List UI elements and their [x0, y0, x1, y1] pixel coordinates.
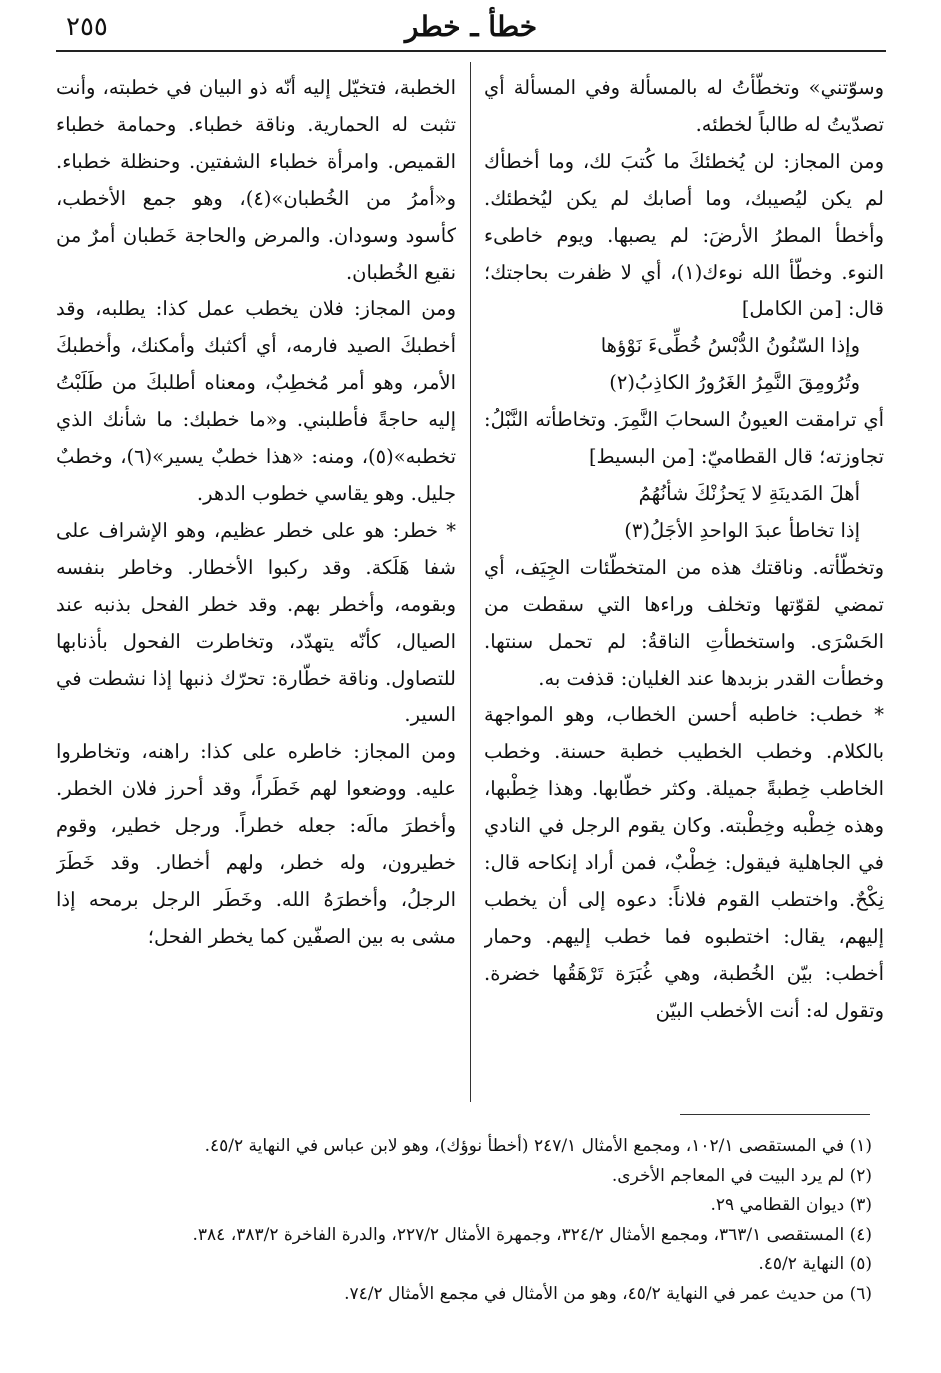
paragraph: الخطبة، فتخيّل إليه أنّه ذو البيان في خطبته، وأنت تثبت له الحمارية. وناقة خطباء. وحمامة خطباء القميص. وامرأة خطباء الشفتين. وحنظلة خطباء. و«أمرُ من الخُطبان»(٤)، وهو جمع الأخطب، كأسود وسودان. والمرض والحاجة خَطبان أمرٌ من نقيع الخُطبان.: [56, 76, 456, 284]
paragraph: ومن المجاز: فلان يخطب عمل كذا: يطلبه، وقد أخطبكَ الصيد فارمه، أي أكثبك وأمكنك، وأخطبكَ الأمر، وهو أمر مُخطِبٌ، ومعناه أطلبكَ من طَلَبْتُ إليه حاجةً فأطلبني. و«ما خطبك: ما شأنك الذي تخطبه»(٥)، ومنه: «هذا خطبٌ يسير»(٦)، وخطبٌ جليل. وهو يقاسي خطوب الدهر.: [56, 297, 456, 505]
right-column: [484, 70, 884, 1100]
footnote: (٥) النهاية ٤٥/٢.: [758, 1254, 872, 1275]
footnote-rule: [680, 1114, 870, 1115]
paragraph: وتخطّأته. وناقتك هذه من المتخطّئات الجِيَف، أي تمضي لقوّتها وتخلف وراءها التي سقطت من الحَسْرَى. واستخطأتِ الناقةُ: لم تحمل سنتها. وخطأت القدر بزبدها عند الغليان: قذفت به.: [484, 555, 884, 690]
header-rule: [56, 50, 886, 52]
verse-line: إذا تخاطأ عبدَ الواحدِ الأجَلُ(٣): [624, 518, 860, 542]
paragraph: ومن المجاز: خاطره على كذا: راهنه، وتخاطروا عليه. ووضعوا لهم خَطَراً، وقد أحرز فلان الخطر. وأخطرَ مالَه: جعله خطراً. ورجل خطير، وقوم خطيرون، وله خطر، ولهم أخطار. وقد خَطَرَ الرجلُ، وأخطرَهُ الله. وخَطَر الرجل برمحه إذا مشى به بين الصفّين كما يخطر الفحل؛: [56, 740, 456, 948]
verse-line: وتُرُومِقَ النَّمِرُ الغَرُورُ الكاذِبُ(٢): [609, 371, 860, 395]
footnotes: [70, 1132, 872, 1310]
paragraph: أي ترامقت العيونُ السحابَ النَّمِرَ. وتخاطأته النَّبْلُ: تجاوزته؛ قال القطاميّ: [من البسيط]: [484, 408, 884, 469]
page-header: [56, 8, 886, 48]
paragraph: وسوّتني» وتخطّأتُ له بالمسألة وفي المسألة أي تصدّيتُ له طالباً لخطئه.: [484, 76, 884, 136]
footnote: (٤) المستقصى ٣٦٣/١، ومجمع الأمثال ٣٢٤/٢، وجمهرة الأمثال ٢٢٧/٢، والدرة الفاخرة ٣٨٣/٢، ٣٨٤.: [192, 1224, 872, 1245]
verse-line: وإذا السّنُونُ الدُّبْسُ خُطِّىءَ نَوْؤها: [600, 334, 860, 358]
footnote: (١) في المستقصى ١٠٢/١، ومجمع الأمثال ٢٤٧/١ (أخطأ نوؤك)، وهو لابن عباس في النهاية ٤٥/٢.: [204, 1136, 872, 1156]
left-column: [56, 70, 456, 1100]
footnote: (٦) من حديث عمر في النهاية ٤٥/٢، وهو من الأمثال في مجمع الأمثال ٧٤/٢.: [344, 1283, 872, 1304]
footnote: (٣) ديوان القطامي ٢٩.: [710, 1195, 872, 1216]
footnote: (٢) لم يرد البيت في المعاجم الأخرى.: [611, 1165, 872, 1186]
verse-line: أهلَ المَدينَةِ لا يَحزُنْكَ شأنُهُمُ: [638, 481, 860, 505]
page-number: ٢٥٥: [66, 12, 108, 42]
paragraph: ومن المجاز: لن يُخطئكَ ما كُتبَ لك، وما أخطأك لم يكن ليُصيبك، وما أصابك لم يكن ليُخطئك. وأخطأ المطرُ الأرضَ: لم يصبها. ويوم خاطىء النوء. وخطّأ الله نوءك(١)، أي لا ظفرت بحاجتك؛ قال: [من الكامل]: [484, 149, 884, 321]
entry-khatar: * خطر: هو على خطر عظيم، وهو الإشراف على شفا هَلَكة. وقد ركبوا الأخطار. وخاطر بنفسه وبقومه، وأخطر بهم. وقد خطر الفحل بذنبه عند الصيال، كأنّه يتهدّد، وتخاطرت الفحول بأذنابها للتصاول. وناقة خطّارة: تحرّك ذنبها إذا نشطت في السير.: [56, 518, 456, 727]
column-divider: [470, 62, 471, 1102]
entry-khatab: * خطب: خاطبه أحسن الخطاب، وهو المواجهة بالكلام. وخطب الخطيب خطبة حسنة. وخطب الخاطب خِطبةً جميلة. وكثر خطّابها. وهذا خِطْبها، وهذه خِطْبه وخِطْبته. وكان يقوم الرجل في النادي في الجاهلية فيقول: خِطْبٌ، فمن أراد إنكاحه قال: نِكْحٌ. واختطب القوم فلاناً: دعوه إلى أن يخطب إليهم، يقال: اختطبوه فما خطب إليهم. وحمار أخطب: بيّن الخُطبة، وهي غُبَرَة تَرْهَقُها خضرة. وتقول له: أنت الأخطب البيّن: [484, 703, 884, 1022]
running-title: خطأ ـ خطر: [404, 10, 538, 43]
